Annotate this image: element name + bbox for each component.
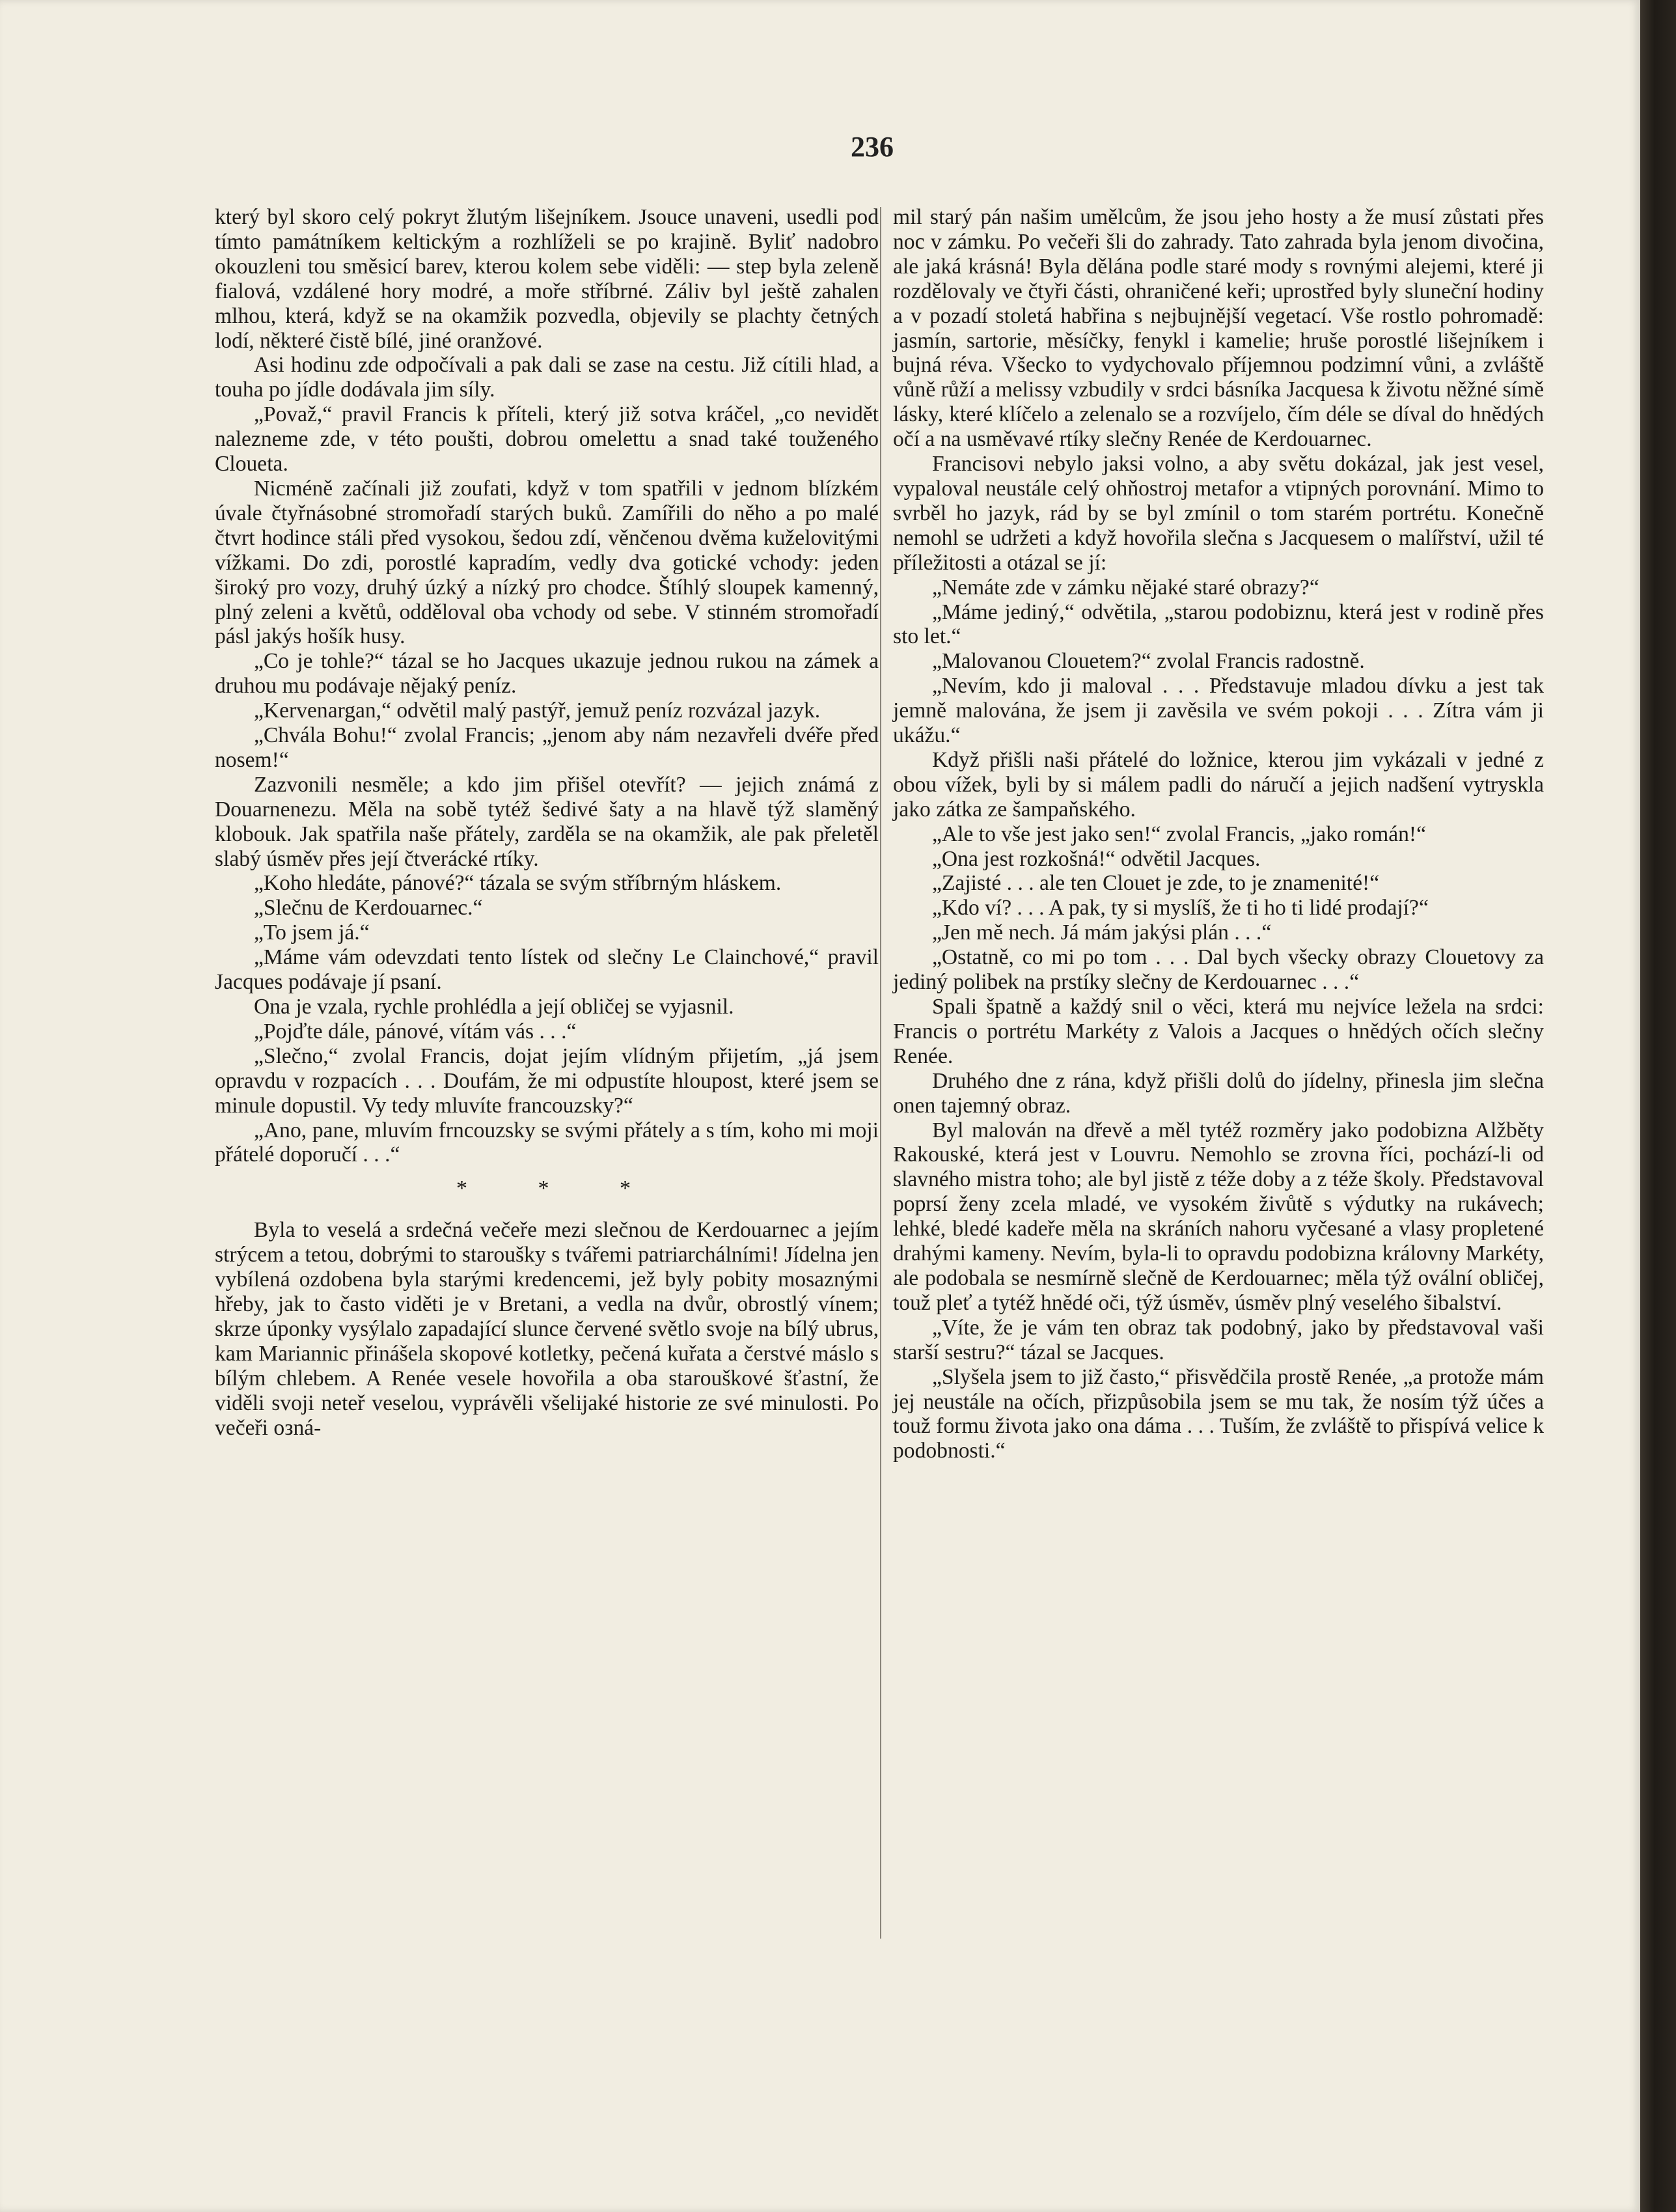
left-column-paragraph: „Máme vám odevzdati tento lístek od slečny Le Clainchové,“ pravil Jacques podávaje jí psaní. bbox=[215, 945, 879, 995]
left-column-paragraph: Ona je vzala, rychle prohlédla a její obličej se vyjasnil. bbox=[254, 995, 734, 1019]
left-column-paragraph: Byla to veselá a srdečná večeře mezi slečnou de Kerdouarnec a jejím strýcem a tetou, dobrými to starоušky s tvářemi patriarchálními! Jídelna jen vybílená ozdobena byla starými kredencemi, jež byly pobity mosaznými hřeby, jak to často viděti je v Bretani, a vedla na dvůr, obrostlý vínem; skrze úponky vysýlalo zapadající slunce červené světlo svoje na bílý ubrus, kam Mariannic přinášela skopové kotletky, pečená kuřata a čerstvé máslo s bílým chlebem. A Renée vesele hovořila a oba starouškové šťastní, že viděli svoji neteř veselou, vyprávěli všelijaké historie ze své minulosti. Po večeři oзná- bbox=[215, 1218, 879, 1440]
right-column-paragraph: „Jen mě nech. Já mám jakýsi plán . . .“ bbox=[932, 920, 1272, 945]
left-column-paragraph: „Chvála Bohu!“ zvolal Francis; „jenom aby nám nezavřeli dvéře před nosem!“ bbox=[215, 723, 879, 772]
left-column-paragraph: Zazvonili nesměle; a kdo jim přišel otevřít? — jejich známá z Douarnenezu. Měla na sobě tytéž šedivé šaty a na hlavě týž slaměný klobouk. Jak spatřila naše přátely, zarděla se na okamžik, ale pak přeletěl slabý úsměv přes její čtverácké rtíky. bbox=[215, 772, 879, 871]
right-column-paragraph: Když přišli naši přátelé do ložnice, kterou jim vykázali v jedné z obou vížek, byli by si málem padli do náručí a jejich nadšení vytryskla jako zátka ze šampaňského. bbox=[893, 747, 1544, 822]
right-column bbox=[893, 205, 1544, 1463]
left-column-paragraph: Asi hodinu zde odpočívali a pak dali se zase na cestu. Již cítili hlad, a touha po jídle dodávala jim síly. bbox=[215, 353, 879, 402]
right-column-paragraph: „Nemáte zde v zámku nějaké staré obrazy?“ bbox=[932, 575, 1319, 600]
section-break-stars: * * * bbox=[456, 1176, 663, 1201]
left-column-paragraph: „Ano, pane, mluvím frncouzsky se svými přátely a s tím, koho mi moji přátelé doporučí . . .“ bbox=[215, 1118, 879, 1167]
right-column-paragraph: mil starý pán našim umělcům, že jsou jeho hosty a že musí zůstati přes noc v zámku. Po večeři šli do zahrady. Tato zahrada byla jenom divočina, ale jaká krásná! Byla dělána podle staré mody s rovnými alejemi, které ji rozdělovaly ve čtyři části, ohraničené keři; uprostřed byly sluneční hodiny a v pozadí stoletá habřina s nejbujnější vegetací. Vše rostlo pohromadě: jasmín, sartorie, měsíčky, fenykl i kamelie; hruše porostlé lišejníkem i bujná réva. Všecko to vydychovalo příjemnou podzimní vůni, a zvláště vůně růží a melissy vzbudily v srdci básníka Jacquesa k životu něžné símě lásky, které klíčelo a zelenalo se a rozvíjelo, čím déle se díval do hnědých očí a na usměvavé rtíky slečny Renée de Kerdouarnec. bbox=[893, 205, 1544, 452]
right-column-paragraph: „Ale to vše jest jako sen!“ zvolal Francis, „jako román!“ bbox=[932, 822, 1426, 846]
right-column-paragraph: „Ona jest rozkošná!“ odvětil Jacques. bbox=[932, 846, 1261, 871]
right-column-paragraph: „Slyšela jsem to již často,“ přisvědčila prostě Renée, „a protože mám jej neustále na očích, přizpůsobila jsem se mu tak, že nosím týž účes a touž formu života jako ona dáma . . . Tuším, že zvláště to přispívá velice k podobnosti.“ bbox=[893, 1364, 1544, 1463]
right-column-paragraph: „Kdo ví? . . . A pak, ty si myslíš, že ti ho ti lidé prodají?“ bbox=[932, 896, 1429, 920]
left-column-paragraph: „Považ,“ pravil Francis k příteli, který již sotva kráčel, „co nevidět nalezneme zde, v této poušti, dobrou omelettu a snad také touženého Clouetа. bbox=[215, 402, 879, 477]
left-column-paragraph: který byl skoro celý pokryt žlutým lišejníkem. Jsouce unaveni, usedli pod tímto památníkem keltickým a rozhlíželi se po krajině. Byliť nadobro okouzleni tou směsicí barev, kterou kolem sebe viděli: — step byla zeleně fialová, vzdálené hory modré, a moře stříbrné. Záliv byl ještě zahalen mlhou, která, když se na okamžik pozvedla, objevily se plachty četných lodí, některé čistě bílé, jiné oranžové. bbox=[215, 205, 879, 353]
left-column-paragraph: „Slečnu de Kerdouarnec.“ bbox=[254, 896, 483, 920]
right-column-paragraph: „Ostatně, co mi po tom . . . Dal bych všecky obrazy Clouetovy za jediný polibek na prstíky slečny de Kerdouarnec . . .“ bbox=[893, 945, 1544, 995]
right-column-paragraph: „Víte, že je vám ten obraz tak podobný, jako by představoval vaši starší sestru?“ tázal se Jacques. bbox=[893, 1315, 1544, 1364]
left-column-paragraph: „Pojďte dále, pánové, vítám vás . . .“ bbox=[254, 1019, 577, 1044]
right-column-paragraph: Byl malován na dřevě a měl tytéž rozměry jako podobizna Alžběty Rakouské, která jest v Louvru. Nemohlo se zrovna říci, pochází-li od slavného mistra toho; ale byl jistě z téže doby a z téže školy. Představoval poprsí ženy zcela mladé, ve vysokém živůtě s výdutky na rukávech; lehké, bledé kadeře měla na skráních nahoru vyčesané a vlasy propletené drahými kameny. Nevím, byla-li to opravdu podobizna královny Markéty, ale podobala se nesmírně slečně de Kerdouarnec; měla týž ovální obličej, touž pleť a tytéž hnědé oči, týž úsměv, úsměv plný veselého šibalství. bbox=[893, 1118, 1544, 1315]
book-spine-edge bbox=[1640, 0, 1676, 2212]
right-column-paragraph: Spali špatně a každý snil o věci, která mu nejvíce ležela na srdci: Francis o portrétu Markéty z Valois a Jacques o hnědých očích slečny Renée. bbox=[893, 995, 1544, 1068]
right-column-paragraph: „Máme jediný,“ odvětila, „starou podobiznu, která jest v rodině přes sto let.“ bbox=[893, 600, 1544, 649]
left-column-paragraph: „Slečno,“ zvolal Francis, dojat jejím vlídným přijetím, „já jsem opravdu v rozpacích . . . Doufám, že mi odpustíte hloupost, které jsem se minule dopustil. Vy tedy mluvíte francouzsky?“ bbox=[215, 1044, 879, 1118]
left-column-paragraph: „Co je tohle?“ tázal se ho Jacques ukazuje jednou rukou na zámek a druhou mu podávaje nějaký peníz. bbox=[215, 649, 879, 698]
left-column-paragraph: „Koho hledáte, pánové?“ tázala se svým stříbrným hláskem. bbox=[254, 871, 782, 896]
left-column-paragraph: „To jsem já.“ bbox=[254, 920, 370, 945]
right-column-paragraph: „Nevím, kdo ji maloval . . . Představuje mladou dívku a jest tak jemně malována, že jsem ji zavěsila ve svém pokoji . . . Zítra vám ji ukážu.“ bbox=[893, 674, 1544, 748]
left-column bbox=[215, 205, 879, 1440]
page-number: 236 bbox=[851, 131, 894, 163]
right-column-paragraph: Francisovi nebylo jaksi volno, a aby světu dokázal, jak jest vesel, vypaloval neustále celý ohňostroj metafor a vtipných porovnání. Mimo to svrběl ho jazyk, rád by se byl zmínil o tom starém portrétu. Konečně nemohl se udržeti a když hovořila slečna s Jacquesem o malířství, užil té příležitosti a otázal se jí: bbox=[893, 452, 1544, 575]
right-column-paragraph: „Zajisté . . . ale ten Clouet je zde, to je znamenité!“ bbox=[932, 871, 1380, 896]
right-column-paragraph: „Malovanou Clouetem?“ zvolal Francis radostně. bbox=[932, 649, 1365, 674]
left-column-paragraph: „Kervenargan,“ odvětil malý pastýř, jemuž peníz rozvázal jazyk. bbox=[254, 698, 821, 723]
right-column-paragraph: Druhého dne z rána, když přišli dolů do jídelny, přinesla jim slečna onen tajemný obraz. bbox=[893, 1068, 1544, 1118]
left-column-paragraph: Nicméně začínali již zoufati, když v tom spatřili v jednom blízkém úvale čtyřnásobné stromořadí starých buků. Zamířili do něho a po malé čtvrt hodince stáli před vysokou, šedou zdí, věnčenou dvěma kuželovitými vížkami. Do zdi, porostlé kapradím, vedly dva gotické vchody: jeden široký pro vozy, druhý úzký a nízký pro chodce. Štíhlý sloupek kamenný, plný zeleni a květů, odděloval oba vchody od sebe. V stinném stromořadí pásl jakýs hošík husy. bbox=[215, 476, 879, 649]
column-divider bbox=[880, 207, 881, 1939]
